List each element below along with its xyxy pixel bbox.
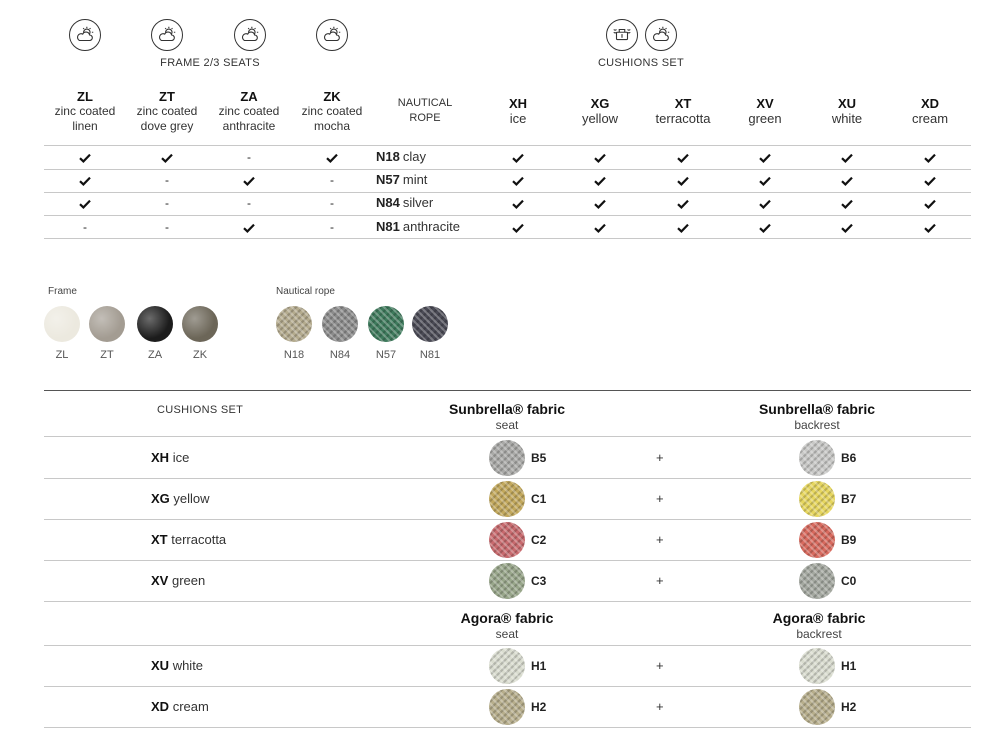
backrest-fabric-swatch bbox=[799, 522, 835, 558]
seat-fabric-code: B5 bbox=[531, 451, 547, 465]
column-line2: dove grey bbox=[140, 119, 194, 133]
cushion-column-xt bbox=[643, 96, 723, 126]
weather-icon bbox=[151, 19, 183, 51]
frame-swatch-label: Frame bbox=[48, 286, 77, 297]
check-icon bbox=[643, 195, 723, 211]
divider bbox=[44, 560, 971, 561]
frame-swatch-za bbox=[137, 306, 173, 342]
check-icon bbox=[209, 172, 289, 188]
dash-mark: - bbox=[247, 150, 251, 164]
agora-backrest-header bbox=[739, 610, 899, 642]
divider bbox=[44, 169, 971, 170]
frame-swatch-zt bbox=[89, 306, 125, 342]
column-code: ZL bbox=[77, 89, 93, 104]
rope-cell bbox=[376, 195, 433, 211]
check-icon bbox=[725, 172, 805, 188]
cushion-code: XT bbox=[151, 532, 168, 547]
rope-cell bbox=[376, 219, 460, 235]
check-icon bbox=[890, 172, 970, 188]
check-icon bbox=[725, 195, 805, 211]
column-line2: anthracite bbox=[222, 119, 276, 133]
rope-name: anthracite bbox=[402, 219, 460, 234]
column-code: XV bbox=[756, 96, 774, 111]
backrest-fabric-code: B6 bbox=[841, 451, 857, 465]
cushion-set-label bbox=[151, 699, 209, 715]
seat-fabric-swatch bbox=[489, 648, 525, 684]
column-line1: zinc coated bbox=[136, 104, 198, 118]
washing-icon bbox=[606, 19, 638, 51]
seat-fabric-code: H2 bbox=[531, 700, 547, 714]
cushion-column-xv bbox=[725, 96, 805, 126]
check-icon bbox=[807, 172, 887, 188]
backrest-fabric-swatch bbox=[799, 440, 835, 476]
check-icon bbox=[890, 149, 970, 165]
seat-fabric-swatch bbox=[489, 481, 525, 517]
column-line2: linen bbox=[72, 119, 98, 133]
swatch-code: ZT bbox=[100, 349, 114, 361]
backrest-fabric-code: C0 bbox=[841, 574, 857, 588]
seat-fabric-swatch bbox=[489, 440, 525, 476]
cushion-name: green bbox=[171, 573, 206, 588]
cushion-name: white bbox=[172, 658, 204, 673]
plus-sign: + bbox=[656, 450, 664, 465]
cushion-code: XG bbox=[151, 491, 170, 506]
cushion-code: XH bbox=[151, 450, 170, 465]
divider bbox=[44, 145, 971, 146]
cushion-name: yellow bbox=[173, 491, 210, 506]
rope-code: N84 bbox=[376, 195, 400, 210]
divider bbox=[44, 478, 971, 479]
fabric-title: Sunbrella® fabric bbox=[448, 401, 566, 417]
rope-code: N18 bbox=[376, 149, 400, 164]
divider bbox=[44, 519, 971, 520]
fabric-sub: seat bbox=[495, 627, 519, 641]
swatch-code: ZK bbox=[192, 349, 208, 361]
dash-mark: - bbox=[165, 220, 169, 234]
check-icon bbox=[560, 219, 640, 235]
check-icon bbox=[209, 219, 289, 235]
seat-fabric-code: H1 bbox=[531, 659, 547, 673]
check-icon bbox=[725, 149, 805, 165]
frame-column-za bbox=[209, 89, 289, 134]
fabric-title: Agora® fabric bbox=[772, 610, 866, 626]
backrest-fabric-code: B9 bbox=[841, 533, 857, 547]
cushion-code: XU bbox=[151, 658, 170, 673]
column-name: cream bbox=[911, 111, 949, 126]
weather-icon bbox=[234, 19, 266, 51]
check-icon bbox=[890, 219, 970, 235]
seat-fabric-code: C3 bbox=[531, 574, 547, 588]
swatch-code: N18 bbox=[283, 349, 305, 361]
frame-section-label: FRAME 2/3 SEATS bbox=[160, 57, 260, 69]
cushion-name: cream bbox=[172, 699, 209, 714]
cushion-section-label: CUSHIONS SET bbox=[597, 57, 685, 69]
cushion-set-label bbox=[151, 532, 226, 548]
rope-name: mint bbox=[402, 172, 428, 187]
cushion-set-label bbox=[151, 491, 210, 507]
check-icon bbox=[560, 195, 640, 211]
column-name: white bbox=[831, 111, 863, 126]
cushion-set-label bbox=[151, 658, 203, 674]
cushion-column-xh bbox=[478, 96, 558, 126]
swatch-code: N84 bbox=[329, 349, 351, 361]
rope-swatch-n84 bbox=[322, 306, 358, 342]
swatch-code: ZA bbox=[147, 349, 163, 361]
dash-mark: - bbox=[165, 196, 169, 210]
fabric-title: Agora® fabric bbox=[460, 610, 554, 626]
divider bbox=[44, 215, 971, 216]
cushion-code: XV bbox=[151, 573, 169, 588]
check-icon bbox=[643, 219, 723, 235]
fabric-sub: backrest bbox=[794, 418, 840, 432]
rope-cell bbox=[376, 149, 426, 165]
dash-mark: - bbox=[165, 173, 169, 187]
sunbrella-seat-header bbox=[427, 401, 587, 433]
backrest-fabric-swatch bbox=[799, 563, 835, 599]
backrest-fabric-swatch bbox=[799, 648, 835, 684]
divider bbox=[44, 436, 971, 437]
check-icon bbox=[643, 172, 723, 188]
column-line1: zinc coated bbox=[218, 104, 280, 118]
check-icon bbox=[478, 195, 558, 211]
check-icon bbox=[478, 149, 558, 165]
check-icon bbox=[807, 219, 887, 235]
frame-swatch-zl bbox=[44, 306, 80, 342]
column-name: green bbox=[748, 111, 782, 126]
check-icon bbox=[560, 172, 640, 188]
column-code: XU bbox=[837, 96, 857, 111]
check-icon bbox=[560, 149, 640, 165]
column-line2: mocha bbox=[313, 119, 351, 133]
backrest-fabric-code: H1 bbox=[841, 659, 857, 673]
rope-name: clay bbox=[402, 149, 426, 164]
divider bbox=[44, 645, 971, 646]
cushion-column-xg bbox=[560, 96, 640, 126]
dash-mark: - bbox=[330, 196, 334, 210]
cushion-set-label bbox=[151, 450, 189, 466]
fabric-sub: seat bbox=[495, 418, 519, 432]
check-icon bbox=[643, 149, 723, 165]
check-icon bbox=[292, 149, 372, 165]
divider bbox=[44, 238, 971, 239]
rope-cell bbox=[376, 172, 427, 188]
plus-sign: + bbox=[656, 699, 664, 714]
cushion-set-label bbox=[151, 573, 205, 589]
seat-fabric-code: C2 bbox=[531, 533, 547, 547]
column-name: ice bbox=[509, 111, 527, 126]
divider bbox=[44, 192, 971, 193]
column-code: ZT bbox=[159, 89, 175, 104]
sunbrella-backrest-header bbox=[737, 401, 897, 433]
seat-fabric-swatch bbox=[489, 689, 525, 725]
check-icon bbox=[725, 219, 805, 235]
column-line1: zinc coated bbox=[301, 104, 363, 118]
cushion-name: ice bbox=[172, 450, 190, 465]
cushion-column-xu bbox=[807, 96, 887, 126]
column-code: ZA bbox=[240, 89, 258, 104]
column-name: terracotta bbox=[655, 111, 711, 126]
divider bbox=[44, 601, 971, 602]
divider bbox=[44, 727, 971, 728]
rope-column-header bbox=[385, 96, 465, 126]
rope-code: N81 bbox=[376, 219, 400, 234]
column-code: XH bbox=[508, 96, 528, 111]
swatch-code: N81 bbox=[419, 349, 441, 361]
backrest-fabric-swatch bbox=[799, 481, 835, 517]
divider bbox=[44, 686, 971, 687]
seat-fabric-swatch bbox=[489, 522, 525, 558]
backrest-fabric-code: B7 bbox=[841, 492, 857, 506]
check-icon bbox=[478, 172, 558, 188]
frame-swatch-zk bbox=[182, 306, 218, 342]
check-icon bbox=[807, 149, 887, 165]
plus-sign: + bbox=[656, 532, 664, 547]
dash-mark: - bbox=[330, 173, 334, 187]
swatch-code: ZL bbox=[55, 349, 69, 361]
rope-swatch-n18 bbox=[276, 306, 312, 342]
seat-fabric-code: C1 bbox=[531, 492, 547, 506]
rope-swatch-n81 bbox=[412, 306, 448, 342]
check-icon bbox=[478, 219, 558, 235]
agora-seat-header bbox=[427, 610, 587, 642]
check-icon bbox=[127, 149, 207, 165]
dash-mark: - bbox=[83, 220, 87, 234]
check-icon bbox=[45, 195, 125, 211]
seat-fabric-swatch bbox=[489, 563, 525, 599]
column-name: yellow bbox=[581, 111, 619, 126]
check-icon bbox=[45, 149, 125, 165]
swatch-code: N57 bbox=[375, 349, 397, 361]
rope-header-line2: ROPE bbox=[409, 112, 441, 124]
frame-column-zl bbox=[45, 89, 125, 134]
check-icon bbox=[890, 195, 970, 211]
frame-column-zt bbox=[127, 89, 207, 134]
cushion-name: terracotta bbox=[171, 532, 227, 547]
weather-icon bbox=[69, 19, 101, 51]
column-line1: zinc coated bbox=[54, 104, 116, 118]
divider bbox=[44, 390, 971, 391]
backrest-fabric-code: H2 bbox=[841, 700, 857, 714]
weather-icon bbox=[645, 19, 677, 51]
dash-mark: - bbox=[330, 220, 334, 234]
rope-swatch-n57 bbox=[368, 306, 404, 342]
column-code: ZK bbox=[323, 89, 341, 104]
rope-swatch-label: Nautical rope bbox=[276, 286, 335, 297]
backrest-fabric-swatch bbox=[799, 689, 835, 725]
fabric-sub: backrest bbox=[796, 627, 842, 641]
fabric-table-header-label: CUSHIONS SET bbox=[157, 404, 244, 416]
plus-sign: + bbox=[656, 491, 664, 506]
plus-sign: + bbox=[656, 658, 664, 673]
column-code: XD bbox=[920, 96, 940, 111]
cushion-column-xd bbox=[890, 96, 970, 126]
rope-header-line1: NAUTICAL bbox=[397, 97, 453, 109]
cushion-code: XD bbox=[151, 699, 170, 714]
column-code: XG bbox=[590, 96, 610, 111]
weather-icon bbox=[316, 19, 348, 51]
dash-mark: - bbox=[247, 196, 251, 210]
check-icon bbox=[807, 195, 887, 211]
frame-column-zk bbox=[292, 89, 372, 134]
column-code: XT bbox=[674, 96, 692, 111]
rope-code: N57 bbox=[376, 172, 400, 187]
fabric-title: Sunbrella® fabric bbox=[758, 401, 876, 417]
plus-sign: + bbox=[656, 573, 664, 588]
rope-name: silver bbox=[402, 195, 434, 210]
check-icon bbox=[45, 172, 125, 188]
